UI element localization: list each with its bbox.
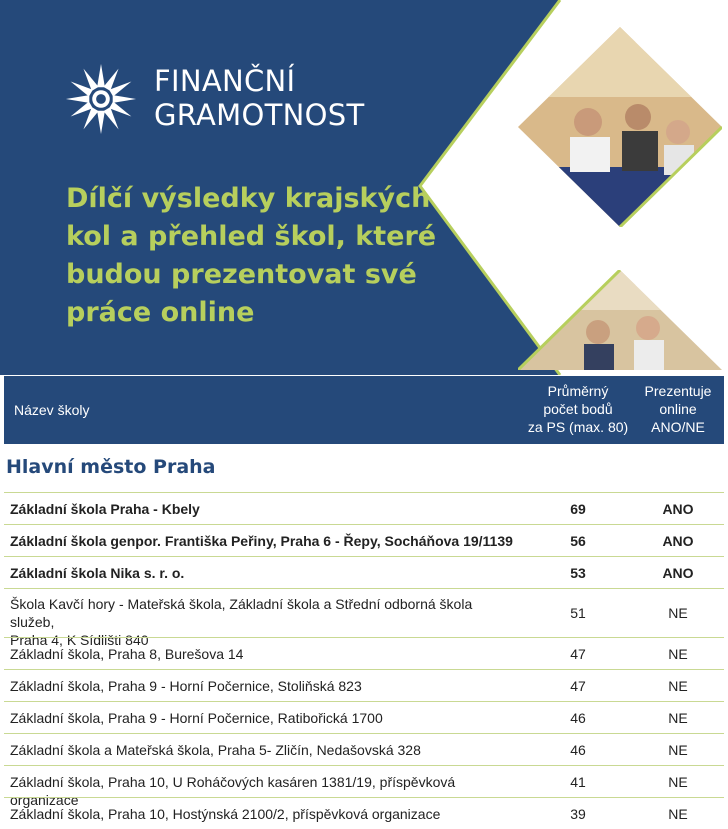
column-header-points	[524, 382, 632, 436]
presents-online: NE	[668, 741, 688, 758]
headline-line: budou prezentovat své	[66, 259, 417, 290]
students-photo-bottom	[518, 270, 722, 370]
average-points: 47	[570, 645, 586, 662]
average-points: 47	[570, 677, 586, 694]
school-name	[10, 532, 520, 550]
school-name-line: Základní škola a Mateřská škola, Praha 5- Zličín, Nedašovská 328	[10, 741, 421, 758]
school-name-line: Základní škola genpor. Františka Peřiny, Praha 6 - Řepy, Socháňova 19/1139	[10, 532, 513, 549]
average-points: 46	[570, 741, 586, 758]
average-points: 53	[570, 564, 586, 581]
column-header-online	[634, 382, 722, 436]
column-header-points-line: počet bodů	[543, 401, 613, 417]
financni-gramotnost-logo-icon	[62, 60, 140, 138]
school-name	[10, 741, 520, 759]
average-points: 56	[570, 532, 586, 549]
school-name-line: Základní škola Nika s. r. o.	[10, 564, 185, 581]
column-header-online-line: ANO/NE	[651, 419, 705, 435]
school-name	[10, 805, 520, 823]
table-row	[4, 669, 724, 701]
presents-online: NE	[668, 645, 688, 662]
table-header	[4, 376, 724, 444]
average-points: 41	[570, 773, 586, 790]
region-heading: Hlavní město Praha	[6, 456, 216, 478]
column-header-points-line: Průměrný	[547, 383, 609, 399]
school-name-line: Základní škola Praha - Kbely	[10, 500, 200, 517]
school-name	[10, 564, 520, 582]
table-row	[4, 765, 724, 808]
table-row	[4, 637, 724, 669]
header-banner	[0, 0, 728, 375]
schools-table	[4, 492, 724, 829]
school-name-line: Základní škola, Praha 10, Hostýnská 2100/2, příspěvková organizace	[10, 805, 441, 822]
school-name-line: Základní škola, Praha 10, U Roháčových kasáren 1381/19, příspěvková organizace	[10, 773, 456, 808]
school-name	[10, 677, 520, 695]
presents-online: ANO	[662, 500, 694, 517]
presents-online: NE	[668, 677, 688, 694]
students-photo-top	[518, 27, 722, 227]
average-points: 46	[570, 709, 586, 726]
presents-online: NE	[668, 773, 688, 790]
school-name-line: Základní škola, Praha 9 - Horní Počernice, Stoliňská 823	[10, 677, 362, 694]
table-row	[4, 524, 724, 556]
headline-line: kol a přehled škol, které	[66, 221, 437, 252]
column-header-points-line: za PS (max. 80)	[527, 419, 629, 435]
table-row	[4, 797, 724, 829]
table-row	[4, 492, 724, 524]
average-points: 39	[570, 805, 586, 822]
headline-line: práce online	[66, 297, 255, 328]
presents-online: NE	[668, 605, 688, 621]
brand-name	[154, 64, 365, 132]
table-row	[4, 556, 724, 588]
page-title	[66, 180, 466, 332]
presents-online: NE	[668, 805, 688, 822]
school-name-line: Základní škola, Praha 8, Burešova 14	[10, 645, 244, 662]
brand-line-1: FINANČNÍ	[154, 64, 296, 98]
school-name	[10, 709, 520, 727]
presents-online: ANO	[662, 564, 694, 581]
average-points: 51	[570, 605, 586, 621]
presents-online: ANO	[662, 532, 694, 549]
school-name	[10, 500, 520, 518]
column-header-online-line: online	[659, 401, 697, 417]
headline-line: Dílčí výsledky krajských	[66, 183, 431, 214]
table-row	[4, 588, 724, 648]
brand-line-2: GRAMOTNOST	[154, 98, 365, 132]
school-name	[10, 645, 520, 663]
school-name-line: Praha 4, K Sídlišti 840	[10, 632, 149, 648]
school-name-line: Škola Kavčí hory - Mateřská škola, Základní škola a Střední odborná škola služeb,	[10, 596, 473, 630]
presents-online: NE	[668, 709, 688, 726]
column-header-online-line: Prezentuje	[644, 383, 712, 399]
column-header-name: Název školy	[14, 402, 90, 418]
table-row	[4, 733, 724, 765]
school-name-line: Základní škola, Praha 9 - Horní Počernice, Ratibořická 1700	[10, 709, 383, 726]
table-row	[4, 701, 724, 733]
average-points: 69	[570, 500, 586, 517]
